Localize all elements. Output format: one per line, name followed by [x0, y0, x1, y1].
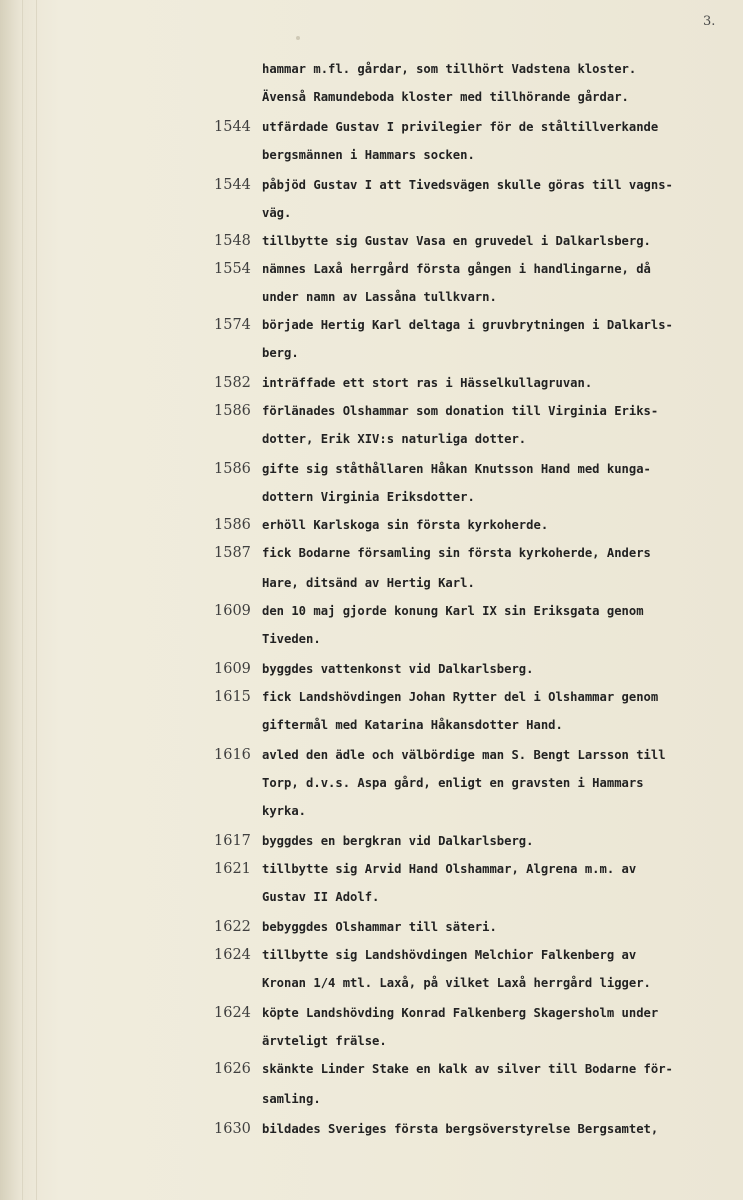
chronology-line [0, 60, 743, 86]
chronology-line [0, 918, 743, 944]
chronology-line [0, 260, 743, 286]
entry-text: Tiveden. [262, 632, 321, 646]
entry-text: började Hertig Karl deltaga i gruvbrytningen i Dalkarls- [262, 318, 673, 332]
entry-text: Ävenså Ramundeboda kloster med tillhörande gårdar. [262, 90, 629, 104]
chronology-line [0, 774, 743, 800]
entry-year: 1587 [214, 545, 251, 561]
entry-text: förlänades Olshammar som donation till Virginia Eriks- [262, 404, 659, 418]
entry-year: 1617 [214, 833, 251, 849]
chronology-line [0, 344, 743, 370]
chronology-line [0, 974, 743, 1000]
entry-year: 1609 [214, 603, 251, 619]
chronology-line [0, 288, 743, 314]
entry-text: hammar m.fl. gårdar, som tillhört Vadstena kloster. [262, 62, 637, 76]
paper-speck [296, 36, 300, 40]
entry-text: köpte Landshövding Konrad Falkenberg Skagersholm under [262, 1006, 659, 1020]
entry-text: bergsmännen i Hammars socken. [262, 148, 475, 162]
chronology-line [0, 630, 743, 656]
entry-text: kyrka. [262, 804, 307, 818]
page-number: 3. [703, 14, 716, 29]
chronology-line [0, 746, 743, 772]
entry-text: byggdes en bergkran vid Dalkarlsberg. [262, 834, 534, 848]
chronology-line [0, 832, 743, 858]
entry-year: 1621 [214, 861, 251, 877]
entry-text: ärvteligt frälse. [262, 1034, 387, 1048]
entry-text: dotter, Erik XIV:s naturliga dotter. [262, 432, 527, 446]
entry-text: Gustav II Adolf. [262, 890, 380, 904]
entry-text: giftermål med Katarina Håkansdotter Hand. [262, 718, 563, 732]
entry-text: fick Landshövdingen Johan Rytter del i Olshammar genom [262, 690, 659, 704]
entry-text: den 10 maj gjorde konung Karl IX sin Eriksgata genom [262, 604, 644, 618]
entry-year: 1582 [214, 375, 251, 391]
chronology-line [0, 802, 743, 828]
chronology-line [0, 860, 743, 886]
entry-text: påbjöd Gustav I att Tivedsvägen skulle göras till vagns- [262, 178, 673, 192]
entry-year: 1586 [214, 461, 251, 477]
entry-text: nämnes Laxå herrgård första gången i handlingarne, då [262, 262, 651, 276]
entry-text: Kronan 1/4 mtl. Laxå, på vilket Laxå herrgård ligger. [262, 976, 651, 990]
entry-year: 1622 [214, 919, 251, 935]
entry-text: avled den ädle och välbördige man S. Bengt Larsson till [262, 748, 666, 762]
chronology-line [0, 316, 743, 342]
chronology-line [0, 1090, 743, 1116]
chronology-line [0, 402, 743, 428]
chronology-line [0, 544, 743, 570]
entry-text: bebyggdes Olshammar till säteri. [262, 920, 497, 934]
entry-text: skänkte Linder Stake en kalk av silver till Bodarne för- [262, 1062, 673, 1076]
chronology-line [0, 232, 743, 258]
entry-text: inträffade ett stort ras i Hässelkullagruvan. [262, 376, 593, 390]
chronology-line [0, 516, 743, 542]
entry-text: bildades Sveriges första bergsöverstyrelse Bergsamtet, [262, 1122, 659, 1136]
entry-text: berg. [262, 346, 299, 360]
entry-year: 1544 [214, 177, 251, 193]
entry-year: 1630 [214, 1121, 251, 1137]
entry-year: 1626 [214, 1061, 251, 1077]
chronology-line [0, 430, 743, 456]
chronology-line [0, 888, 743, 914]
entry-year: 1544 [214, 119, 251, 135]
entry-text: tillbytte sig Gustav Vasa en gruvedel i Dalkarlsberg. [262, 234, 651, 248]
chronology-line [0, 716, 743, 742]
entry-text: utfärdade Gustav I privilegier för de ståltillverkande [262, 120, 659, 134]
chronology-line [0, 1060, 743, 1086]
entry-text: Hare, ditsänd av Hertig Karl. [262, 576, 475, 590]
chronology-line [0, 374, 743, 400]
entry-text: under namn av Lassåna tullkvarn. [262, 290, 497, 304]
chronology-line [0, 602, 743, 628]
entry-year: 1548 [214, 233, 251, 249]
entry-year: 1615 [214, 689, 251, 705]
entry-year: 1586 [214, 403, 251, 419]
chronology-line [0, 688, 743, 714]
entry-text: samling. [262, 1092, 321, 1106]
entry-text: fick Bodarne församling sin första kyrkoherde, Anders [262, 546, 651, 560]
chronology-line [0, 118, 743, 144]
entry-text: tillbytte sig Landshövdingen Melchior Falkenberg av [262, 948, 637, 962]
chronology-line [0, 1120, 743, 1146]
entry-text: byggdes vattenkonst vid Dalkarlsberg. [262, 662, 534, 676]
entry-year: 1574 [214, 317, 251, 333]
entry-text: erhöll Karlskoga sin första kyrkoherde. [262, 518, 549, 532]
chronology-line [0, 1032, 743, 1058]
entry-text: Torp, d.v.s. Aspa gård, enligt en gravsten i Hammars [262, 776, 644, 790]
entry-text: dottern Virginia Eriksdotter. [262, 490, 475, 504]
entry-year: 1624 [214, 1005, 251, 1021]
chronology-line [0, 88, 743, 114]
entry-year: 1554 [214, 261, 251, 277]
chronology-line [0, 204, 743, 230]
chronology-line [0, 488, 743, 514]
entry-year: 1586 [214, 517, 251, 533]
chronology-line [0, 146, 743, 172]
entry-text: väg. [262, 206, 292, 220]
chronology-line [0, 946, 743, 972]
chronology-line [0, 574, 743, 600]
entry-year: 1616 [214, 747, 251, 763]
chronology-line [0, 460, 743, 486]
entry-text: tillbytte sig Arvid Hand Olshammar, Algrena m.m. av [262, 862, 637, 876]
chronology-line [0, 1004, 743, 1030]
entry-year: 1624 [214, 947, 251, 963]
chronology-line [0, 660, 743, 686]
entry-year: 1609 [214, 661, 251, 677]
chronology-line [0, 176, 743, 202]
entry-text: gifte sig ståthållaren Håkan Knutsson Hand med kunga- [262, 462, 651, 476]
